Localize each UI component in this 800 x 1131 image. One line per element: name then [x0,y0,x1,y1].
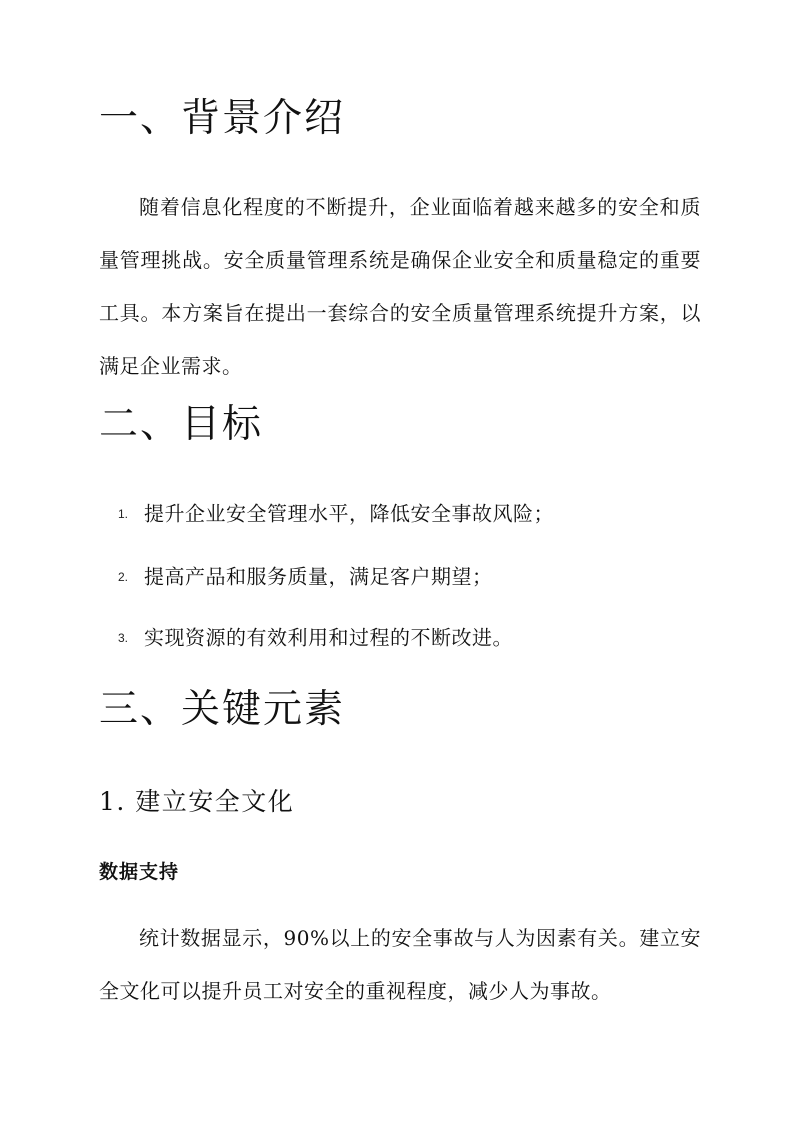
heading-data-support: 数据支持 [99,861,180,883]
list-item-number: 1. [118,506,129,521]
list-item-number: 2. [118,569,129,584]
list-item-number: 3. [118,630,129,645]
heading-background: 一、背景介绍 [99,96,346,141]
list-item-text: 实现资源的有效利用和过程的不断改进。 [144,625,513,650]
paragraph-safety-culture: 统计数据显示，90%以上的安全事故与人为因素有关。建立安全文化可以提升员工对安全的重视程度，减少人为事故。 [99,926,701,1003]
paragraph-background: 随着信息化程度的不断提升，企业面临着越来越多的安全和质量管理挑战。安全质量管理系统是确保企业安全和质量稳定的重要工具。本方案旨在提出一套综合的安全质量管理系统提升方案，以满足企业需求。 [99,195,701,378]
list-item [118,498,554,528]
heading-key-elements: 三、关键元素 [99,687,346,732]
list-item [118,561,493,591]
list-item-text: 提升企业安全管理水平，降低安全事故风险； [144,501,554,526]
list-item [118,622,513,652]
heading-goals: 二、目标 [99,402,264,447]
list-item-text: 提高产品和服务质量，满足客户期望； [144,564,493,589]
heading-safety-culture: 1. 建立安全文化 [99,787,295,816]
